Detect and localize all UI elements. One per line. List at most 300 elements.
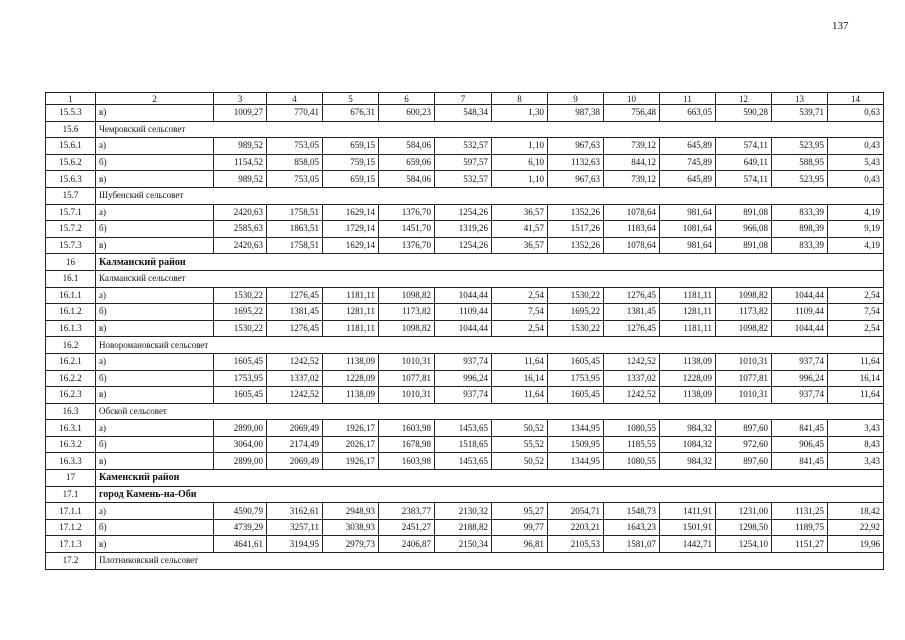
section-title: Калманский сельсовет <box>96 270 884 287</box>
value-cell: 1183,64 <box>604 221 660 238</box>
value-cell: 1010,31 <box>716 353 772 370</box>
value-cell: 989,52 <box>214 138 267 155</box>
column-header: 11 <box>660 93 716 105</box>
value-cell: 1603,98 <box>379 420 435 437</box>
value-cell: 1629,14 <box>323 204 379 221</box>
value-cell: 2150,34 <box>435 536 492 553</box>
column-header: 1 <box>46 93 96 105</box>
table-row <box>46 370 884 387</box>
value-cell: 937,74 <box>435 387 492 404</box>
value-cell: 584,06 <box>379 171 435 188</box>
row-code: 16.3 <box>46 403 96 420</box>
value-cell: 1352,26 <box>548 237 604 254</box>
value-cell: 1010,31 <box>379 387 435 404</box>
value-cell: 1044,44 <box>772 320 828 337</box>
row-code: 17.1.1 <box>46 503 96 520</box>
value-cell: 16,14 <box>828 370 884 387</box>
value-cell: 753,05 <box>267 138 323 155</box>
value-cell: 1242,52 <box>267 353 323 370</box>
column-header: 9 <box>548 93 604 105</box>
value-cell: 1109,44 <box>435 304 492 321</box>
row-code: 15.6 <box>46 121 96 138</box>
value-cell: 1242,52 <box>604 387 660 404</box>
value-cell: 1298,50 <box>716 519 772 536</box>
row-variant: а) <box>96 503 214 520</box>
value-cell: 981,64 <box>660 237 716 254</box>
value-cell: 898,39 <box>772 221 828 238</box>
district-row <box>46 254 884 271</box>
value-cell: 1319,26 <box>435 221 492 238</box>
value-cell: 2,54 <box>492 287 548 304</box>
row-code: 16.2 <box>46 337 96 354</box>
value-cell: 1080,55 <box>604 420 660 437</box>
value-cell: 2069,49 <box>267 453 323 470</box>
value-cell: 95,27 <box>492 503 548 520</box>
column-header: 7 <box>435 93 492 105</box>
value-cell: 4739,29 <box>214 519 267 536</box>
value-cell: 4,19 <box>828 204 884 221</box>
value-cell: 897,60 <box>716 420 772 437</box>
value-cell: 1605,45 <box>548 387 604 404</box>
value-cell: 2420,63 <box>214 204 267 221</box>
value-cell: 1530,22 <box>548 287 604 304</box>
table-row <box>46 387 884 404</box>
row-code: 16.2.3 <box>46 387 96 404</box>
column-header: 6 <box>379 93 435 105</box>
value-cell: 989,52 <box>214 171 267 188</box>
value-cell: 1,30 <box>492 105 548 122</box>
value-cell: 1605,45 <box>214 387 267 404</box>
section-title: Плотниковский сельсовет <box>96 553 884 570</box>
district-row <box>46 470 884 487</box>
value-cell: 891,08 <box>716 237 772 254</box>
value-cell: 588,95 <box>772 154 828 171</box>
row-variant: б) <box>96 304 214 321</box>
value-cell: 574,11 <box>716 171 772 188</box>
value-cell: 1077,81 <box>716 370 772 387</box>
value-cell: 2899,00 <box>214 453 267 470</box>
row-variant: б) <box>96 436 214 453</box>
value-cell: 833,39 <box>772 237 828 254</box>
table-body <box>46 93 884 570</box>
value-cell: 1138,09 <box>323 353 379 370</box>
value-cell: 523,95 <box>772 138 828 155</box>
column-header: 12 <box>716 93 772 105</box>
section-row <box>46 403 884 420</box>
row-variant: в) <box>96 320 214 337</box>
section-title: Шубенский сельсовет <box>96 187 884 204</box>
value-cell: 937,74 <box>772 353 828 370</box>
value-cell: 1603,98 <box>379 453 435 470</box>
value-cell: 532,57 <box>435 138 492 155</box>
table-row <box>46 519 884 536</box>
row-variant: б) <box>96 519 214 536</box>
row-variant: в) <box>96 536 214 553</box>
value-cell: 1078,64 <box>604 237 660 254</box>
value-cell: 770,41 <box>267 105 323 122</box>
row-variant: а) <box>96 204 214 221</box>
value-cell: 676,31 <box>323 105 379 122</box>
value-cell: 2203,21 <box>548 519 604 536</box>
row-variant: а) <box>96 353 214 370</box>
column-header: 14 <box>828 93 884 105</box>
value-cell: 1,10 <box>492 138 548 155</box>
value-cell: 1098,82 <box>716 287 772 304</box>
row-code: 15.7 <box>46 187 96 204</box>
row-variant: б) <box>96 221 214 238</box>
value-cell: 2069,49 <box>267 420 323 437</box>
value-cell: 739,12 <box>604 171 660 188</box>
value-cell: 0,43 <box>828 138 884 155</box>
section-title: Новоромановский сельсовет <box>96 337 884 354</box>
value-cell: 844,12 <box>604 154 660 171</box>
value-cell: 1254,26 <box>435 237 492 254</box>
value-cell: 1337,02 <box>604 370 660 387</box>
value-cell: 2188,82 <box>435 519 492 536</box>
section-row <box>46 121 884 138</box>
value-cell: 1276,45 <box>267 287 323 304</box>
value-cell: 1758,51 <box>267 204 323 221</box>
value-cell: 1254,10 <box>716 536 772 553</box>
row-code: 16.3.2 <box>46 436 96 453</box>
value-cell: 1228,09 <box>323 370 379 387</box>
value-cell: 1185,55 <box>604 436 660 453</box>
value-cell: 1098,82 <box>716 320 772 337</box>
row-variant: в) <box>96 171 214 188</box>
value-cell: 841,45 <box>772 420 828 437</box>
value-cell: 972,60 <box>716 436 772 453</box>
value-cell: 1080,55 <box>604 453 660 470</box>
value-cell: 1138,09 <box>660 353 716 370</box>
value-cell: 1044,44 <box>772 287 828 304</box>
value-cell: 2420,63 <box>214 237 267 254</box>
value-cell: 2105,53 <box>548 536 604 553</box>
row-code: 15.7.2 <box>46 221 96 238</box>
value-cell: 1381,45 <box>267 304 323 321</box>
table-row <box>46 436 884 453</box>
row-code: 16.2.2 <box>46 370 96 387</box>
value-cell: 1242,52 <box>267 387 323 404</box>
value-cell: 1010,31 <box>379 353 435 370</box>
value-cell: 11,64 <box>492 387 548 404</box>
value-cell: 1376,70 <box>379 237 435 254</box>
value-cell: 1044,44 <box>435 320 492 337</box>
value-cell: 1501,91 <box>660 519 716 536</box>
row-code: 17.1 <box>46 486 96 503</box>
value-cell: 2451,27 <box>379 519 435 536</box>
value-cell: 967,63 <box>548 138 604 155</box>
value-cell: 539,71 <box>772 105 828 122</box>
table-row <box>46 287 884 304</box>
value-cell: 1530,22 <box>548 320 604 337</box>
value-cell: 1453,65 <box>435 453 492 470</box>
value-cell: 41,57 <box>492 221 548 238</box>
value-cell: 574,11 <box>716 138 772 155</box>
value-cell: 4641,61 <box>214 536 267 553</box>
value-cell: 1344,95 <box>548 420 604 437</box>
section-row <box>46 337 884 354</box>
row-variant: а) <box>96 138 214 155</box>
value-cell: 96,81 <box>492 536 548 553</box>
district-title: Каменский район <box>96 470 884 487</box>
row-code: 17.2 <box>46 553 96 570</box>
value-cell: 2585,63 <box>214 221 267 238</box>
value-cell: 1411,91 <box>660 503 716 520</box>
column-header: 10 <box>604 93 660 105</box>
value-cell: 3038,93 <box>323 519 379 536</box>
value-cell: 3,43 <box>828 420 884 437</box>
district-title: Калманский район <box>96 254 884 271</box>
value-cell: 745,89 <box>660 154 716 171</box>
row-code: 16.3.1 <box>46 420 96 437</box>
value-cell: 1548,73 <box>604 503 660 520</box>
value-cell: 1753,95 <box>548 370 604 387</box>
value-cell: 1154,52 <box>214 154 267 171</box>
value-cell: 584,06 <box>379 138 435 155</box>
value-cell: 1352,26 <box>548 204 604 221</box>
value-cell: 5,43 <box>828 154 884 171</box>
value-cell: 1530,22 <box>214 320 267 337</box>
row-code: 16.2.1 <box>46 353 96 370</box>
value-cell: 2130,32 <box>435 503 492 520</box>
value-cell: 659,15 <box>323 138 379 155</box>
value-cell: 1605,45 <box>548 353 604 370</box>
row-code: 16.1 <box>46 270 96 287</box>
value-cell: 1,10 <box>492 171 548 188</box>
row-code: 17 <box>46 470 96 487</box>
value-cell: 532,57 <box>435 171 492 188</box>
value-cell: 1173,82 <box>716 304 772 321</box>
value-cell: 3162,61 <box>267 503 323 520</box>
value-cell: 984,32 <box>660 453 716 470</box>
value-cell: 1181,11 <box>660 320 716 337</box>
value-cell: 1181,11 <box>660 287 716 304</box>
value-cell: 996,24 <box>772 370 828 387</box>
table-row <box>46 453 884 470</box>
value-cell: 36,57 <box>492 237 548 254</box>
value-cell: 1181,11 <box>323 320 379 337</box>
value-cell: 3194,95 <box>267 536 323 553</box>
value-cell: 597,57 <box>435 154 492 171</box>
value-cell: 1758,51 <box>267 237 323 254</box>
district-row <box>46 486 884 503</box>
value-cell: 1695,22 <box>548 304 604 321</box>
value-cell: 18,42 <box>828 503 884 520</box>
value-cell: 3064,00 <box>214 436 267 453</box>
value-cell: 0,63 <box>828 105 884 122</box>
value-cell: 833,39 <box>772 204 828 221</box>
value-cell: 1451,70 <box>379 221 435 238</box>
value-cell: 1863,51 <box>267 221 323 238</box>
value-cell: 1189,75 <box>772 519 828 536</box>
row-variant: б) <box>96 370 214 387</box>
value-cell: 11,64 <box>492 353 548 370</box>
column-header: 8 <box>492 93 548 105</box>
value-cell: 36,57 <box>492 204 548 221</box>
column-header: 4 <box>267 93 323 105</box>
header-row <box>46 93 884 105</box>
section-row <box>46 187 884 204</box>
value-cell: 858,05 <box>267 154 323 171</box>
row-variant: а) <box>96 420 214 437</box>
table-row <box>46 204 884 221</box>
value-cell: 663,05 <box>660 105 716 122</box>
value-cell: 2054,71 <box>548 503 604 520</box>
value-cell: 1138,09 <box>660 387 716 404</box>
value-cell: 11,64 <box>828 387 884 404</box>
value-cell: 1254,26 <box>435 204 492 221</box>
column-header: 13 <box>772 93 828 105</box>
value-cell: 1605,45 <box>214 353 267 370</box>
value-cell: 2899,00 <box>214 420 267 437</box>
row-code: 15.7.3 <box>46 237 96 254</box>
value-cell: 659,06 <box>379 154 435 171</box>
column-header: 5 <box>323 93 379 105</box>
district-title: город Камень-на-Оби <box>96 486 884 503</box>
value-cell: 1077,81 <box>379 370 435 387</box>
value-cell: 1131,25 <box>772 503 828 520</box>
value-cell: 1276,45 <box>604 287 660 304</box>
row-variant: а) <box>96 287 214 304</box>
value-cell: 756,48 <box>604 105 660 122</box>
value-cell: 8,43 <box>828 436 884 453</box>
value-cell: 1098,82 <box>379 287 435 304</box>
value-cell: 9,19 <box>828 221 884 238</box>
value-cell: 2979,73 <box>323 536 379 553</box>
value-cell: 2383,77 <box>379 503 435 520</box>
value-cell: 1009,27 <box>214 105 267 122</box>
value-cell: 645,89 <box>660 138 716 155</box>
value-cell: 891,08 <box>716 204 772 221</box>
row-variant: в) <box>96 387 214 404</box>
value-cell: 2406,87 <box>379 536 435 553</box>
row-code: 15.6.3 <box>46 171 96 188</box>
row-code: 16 <box>46 254 96 271</box>
value-cell: 590,28 <box>716 105 772 122</box>
table-row <box>46 138 884 155</box>
value-cell: 4,19 <box>828 237 884 254</box>
value-cell: 1109,44 <box>772 304 828 321</box>
value-cell: 1078,64 <box>604 204 660 221</box>
value-cell: 1926,17 <box>323 420 379 437</box>
value-cell: 1098,82 <box>379 320 435 337</box>
value-cell: 16,14 <box>492 370 548 387</box>
value-cell: 7,54 <box>828 304 884 321</box>
value-cell: 739,12 <box>604 138 660 155</box>
value-cell: 753,05 <box>267 171 323 188</box>
section-row <box>46 553 884 570</box>
value-cell: 759,15 <box>323 154 379 171</box>
row-code: 17.1.3 <box>46 536 96 553</box>
value-cell: 1138,09 <box>323 387 379 404</box>
value-cell: 2948,93 <box>323 503 379 520</box>
row-variant: в) <box>96 453 214 470</box>
value-cell: 1581,07 <box>604 536 660 553</box>
page-number: 137 <box>832 20 849 32</box>
value-cell: 523,95 <box>772 171 828 188</box>
value-cell: 1643,23 <box>604 519 660 536</box>
table-row <box>46 536 884 553</box>
row-variant: в) <box>96 237 214 254</box>
table-row <box>46 320 884 337</box>
value-cell: 19,96 <box>828 536 884 553</box>
value-cell: 987,38 <box>548 105 604 122</box>
table-row <box>46 420 884 437</box>
value-cell: 1276,45 <box>604 320 660 337</box>
value-cell: 1231,00 <box>716 503 772 520</box>
value-cell: 1337,02 <box>267 370 323 387</box>
value-cell: 1509,95 <box>548 436 604 453</box>
value-cell: 1242,52 <box>604 353 660 370</box>
value-cell: 659,15 <box>323 171 379 188</box>
value-cell: 996,24 <box>435 370 492 387</box>
value-cell: 1517,26 <box>548 221 604 238</box>
row-variant: в) <box>96 105 214 122</box>
table-row <box>46 304 884 321</box>
value-cell: 897,60 <box>716 453 772 470</box>
value-cell: 0,43 <box>828 171 884 188</box>
value-cell: 99,77 <box>492 519 548 536</box>
row-code: 17.1.2 <box>46 519 96 536</box>
value-cell: 2174,49 <box>267 436 323 453</box>
value-cell: 3257,11 <box>267 519 323 536</box>
value-cell: 1442,71 <box>660 536 716 553</box>
row-code: 15.5.3 <box>46 105 96 122</box>
value-cell: 50,52 <box>492 420 548 437</box>
value-cell: 1453,65 <box>435 420 492 437</box>
value-cell: 967,63 <box>548 171 604 188</box>
value-cell: 1173,82 <box>379 304 435 321</box>
value-cell: 1044,44 <box>435 287 492 304</box>
value-cell: 1344,95 <box>548 453 604 470</box>
value-cell: 1376,70 <box>379 204 435 221</box>
value-cell: 841,45 <box>772 453 828 470</box>
value-cell: 937,74 <box>772 387 828 404</box>
value-cell: 11,64 <box>828 353 884 370</box>
section-title: Чемровский сельсовет <box>96 121 884 138</box>
value-cell: 2026,17 <box>323 436 379 453</box>
value-cell: 1530,22 <box>214 287 267 304</box>
column-header: 2 <box>96 93 214 105</box>
value-cell: 1281,11 <box>323 304 379 321</box>
row-code: 16.1.2 <box>46 304 96 321</box>
value-cell: 981,64 <box>660 204 716 221</box>
value-cell: 1518,65 <box>435 436 492 453</box>
value-cell: 1132,63 <box>548 154 604 171</box>
value-cell: 1695,22 <box>214 304 267 321</box>
column-header: 3 <box>214 93 267 105</box>
value-cell: 4590,79 <box>214 503 267 520</box>
value-cell: 1084,32 <box>660 436 716 453</box>
value-cell: 1010,31 <box>716 387 772 404</box>
value-cell: 50,52 <box>492 453 548 470</box>
row-variant: б) <box>96 154 214 171</box>
value-cell: 2,54 <box>828 287 884 304</box>
value-cell: 600,23 <box>379 105 435 122</box>
value-cell: 3,43 <box>828 453 884 470</box>
table-row <box>46 237 884 254</box>
value-cell: 1181,11 <box>323 287 379 304</box>
row-code: 15.7.1 <box>46 204 96 221</box>
value-cell: 649,11 <box>716 154 772 171</box>
value-cell: 7,54 <box>492 304 548 321</box>
row-code: 16.1.1 <box>46 287 96 304</box>
value-cell: 6,10 <box>492 154 548 171</box>
value-cell: 1281,11 <box>660 304 716 321</box>
value-cell: 1629,14 <box>323 237 379 254</box>
row-code: 16.3.3 <box>46 453 96 470</box>
table-row <box>46 221 884 238</box>
